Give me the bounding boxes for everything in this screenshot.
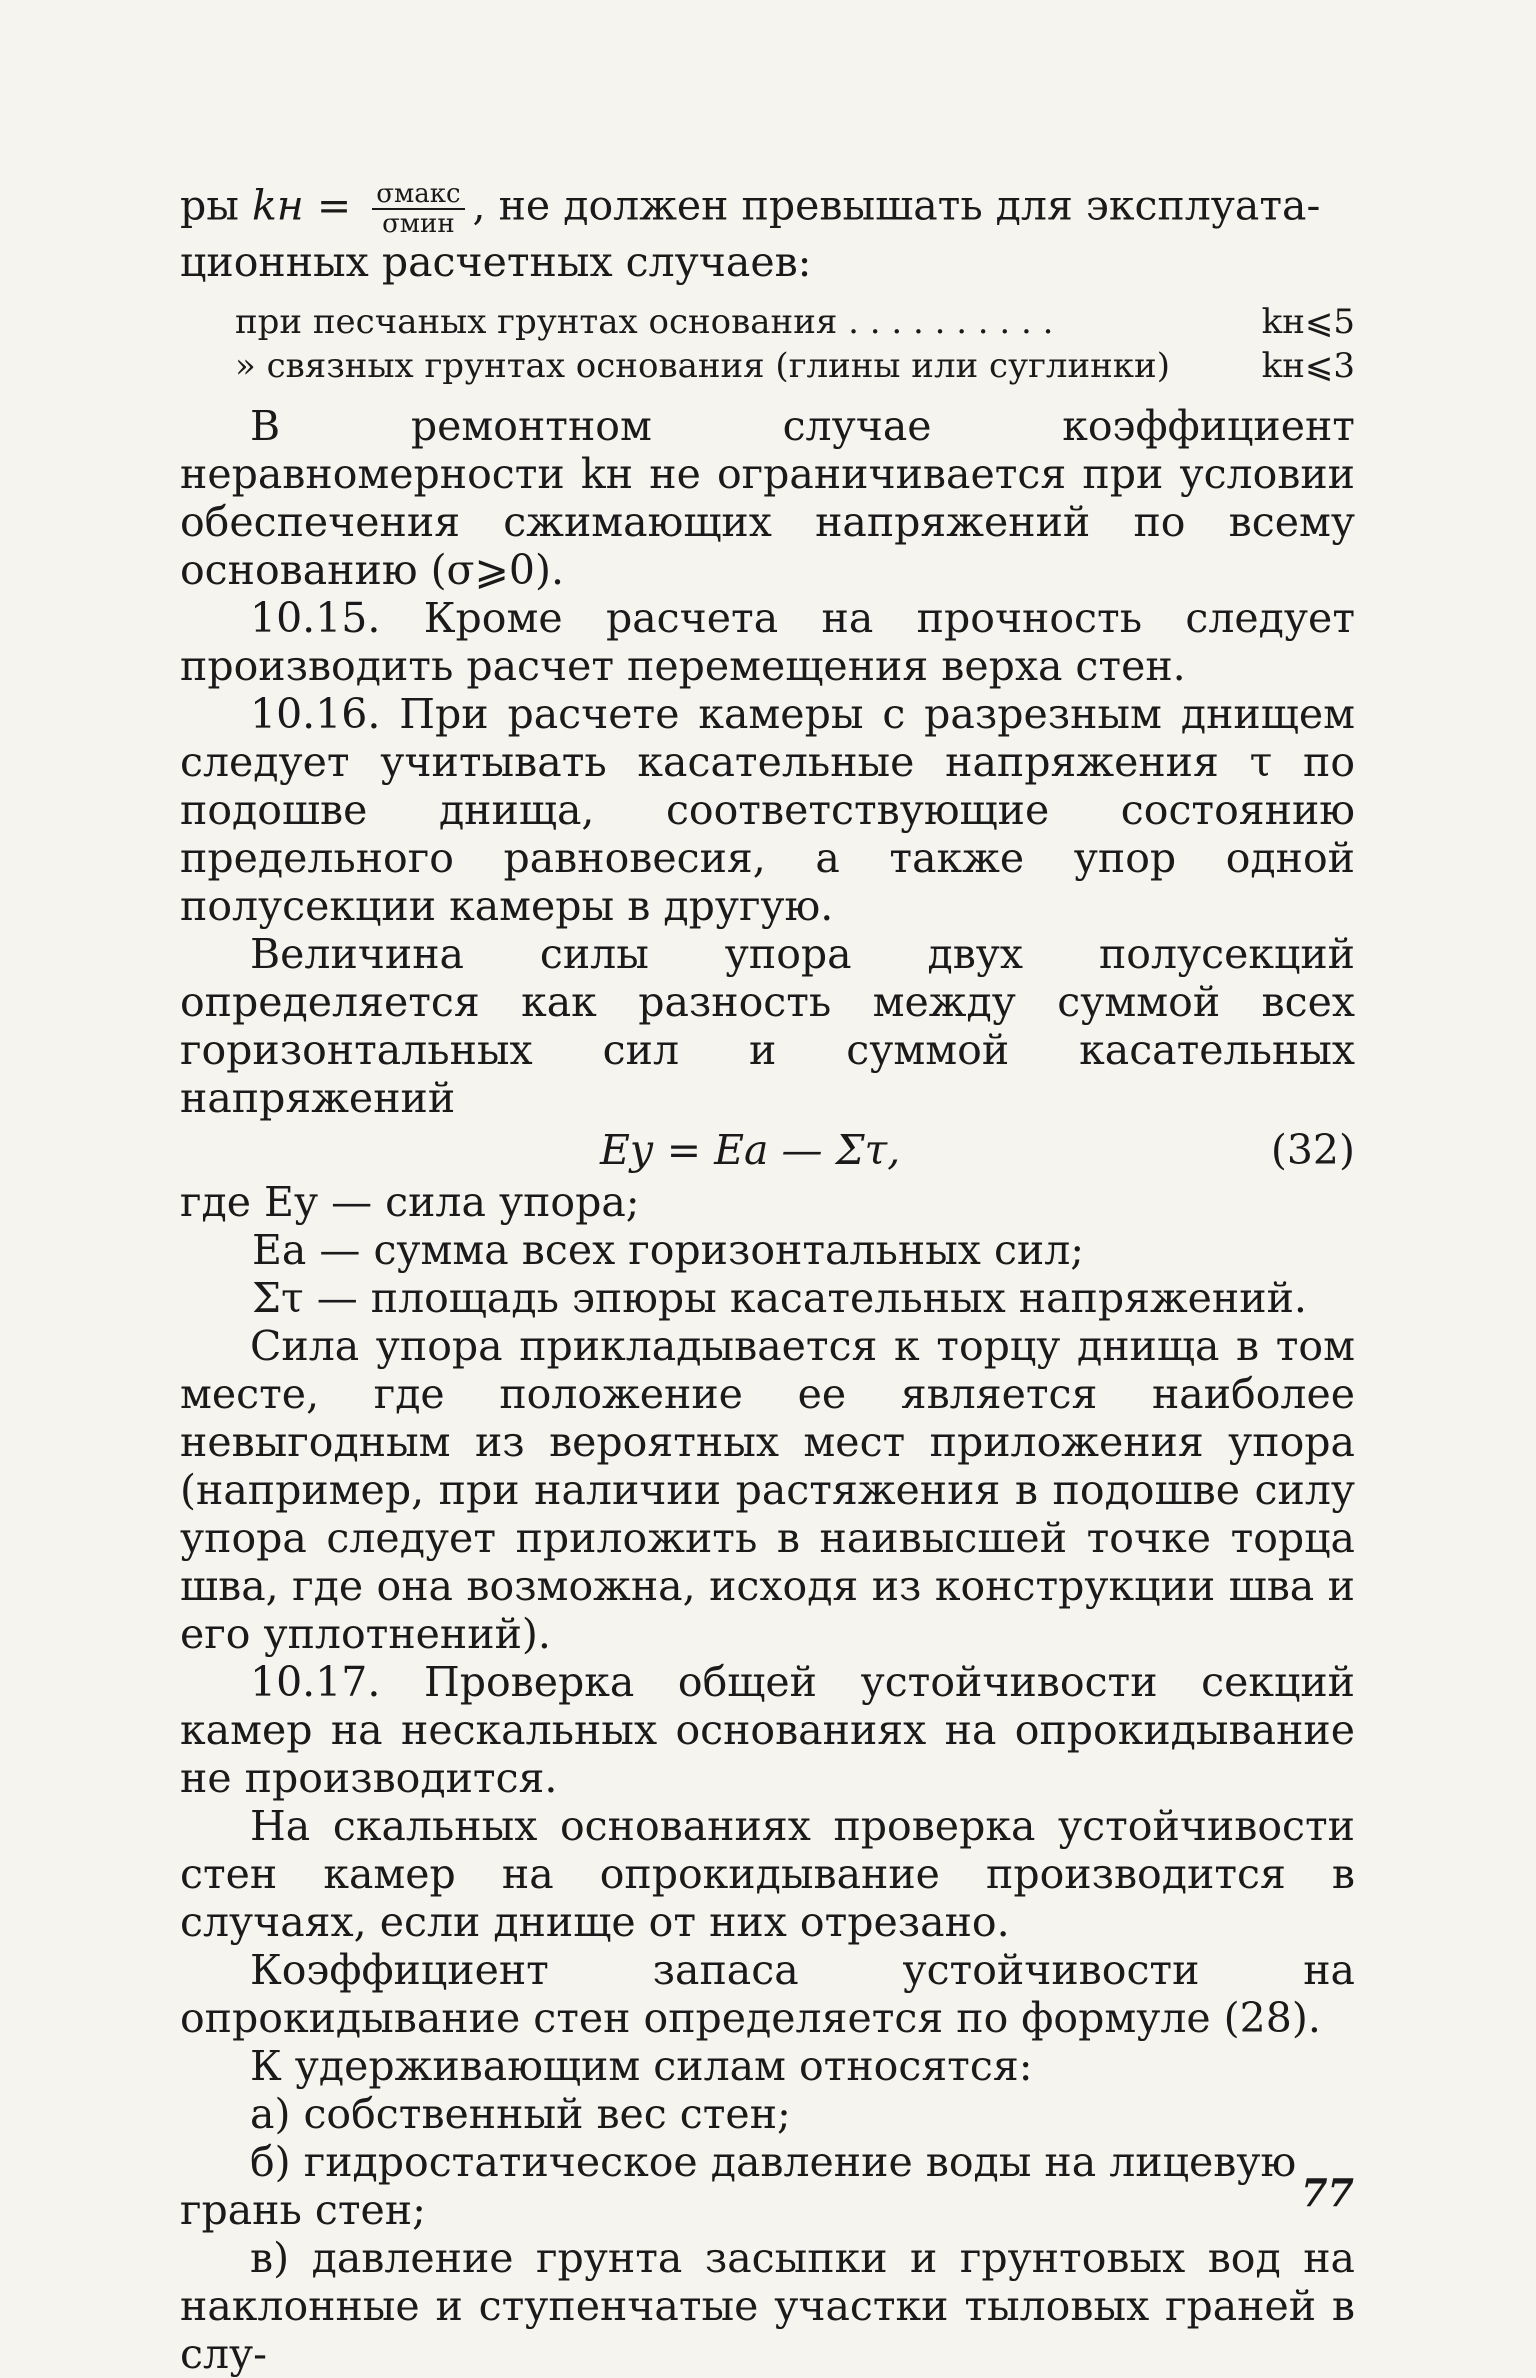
paragraph: Сила упора прикладывается к торцу днища в том месте, где положение ее является наиболее невыгодным из вероятных мест приложения упора (например, при наличии растяжения в подошве силу упора следует приложить в наивысшей точке торца шва, где она возможна, исходя из конструкции шва и его уплотнений). <box>180 1322 1355 1658</box>
condition-row-clay <box>235 344 1355 388</box>
page-number: 77 <box>1301 2170 1354 2215</box>
conditions-list <box>235 300 1355 388</box>
opening-line <box>180 180 1355 238</box>
condition-label: при песчаных грунтах основания . . . . . . . . . . <box>235 302 1054 342</box>
paragraph-10-17: 10.17. Проверка общей устойчивости секций камер на нескальных основаниях на опрокидывание не производится. <box>180 1658 1355 1802</box>
line1-suffix: , не должен превышать для эксплуата- <box>472 181 1321 230</box>
list-item: а) собственный вес стен; <box>250 2090 791 2138</box>
paragraph: Величина силы упора двух полусекций определяется как разность между суммой всех горизонтальных сил и суммой касательных напряжений <box>180 930 1355 1122</box>
paragraph-10-16: 10.16. При расчете камеры с разрезным днищем следует учитывать касательные напряжения τ по подошве днища, соответствующие состоянию предельного равновесия, а также упор одной полусекции камеры в другую. <box>180 690 1355 930</box>
holding-forces-list <box>180 2090 1355 2378</box>
definition-item: Στ — площадь эпюры касательных напряжений. <box>252 1274 1307 1322</box>
stress-ratio-fraction <box>372 180 464 238</box>
condition-label: » связных грунтах основания (глины или суглинки) <box>235 346 1170 386</box>
formula-text: Eу = Eа — Στ, <box>600 1126 901 1174</box>
kn-symbol: kн = <box>251 181 352 230</box>
fraction-denominator: σмин <box>382 209 455 239</box>
paragraph: Коэффициент запаса устойчивости на опрокидывание стен определяется по формуле (28). <box>180 1946 1355 2042</box>
condition-value: kн⩽3 <box>1261 346 1355 386</box>
formula-number: (32) <box>1270 1126 1355 1174</box>
list-item: б) гидростатическое давление воды на лицевую грань стен; <box>180 2138 1297 2234</box>
formula-32 <box>180 1122 1355 1178</box>
fraction-numerator: σмакс <box>372 180 464 210</box>
condition-value: kн⩽5 <box>1261 302 1355 342</box>
definitions <box>180 1178 1355 1322</box>
definition-item: где Eу — сила упора; <box>180 1178 640 1226</box>
paragraph-10-15: 10.15. Кроме расчета на прочность следует производить расчет перемещения верха стен. <box>180 594 1355 690</box>
condition-row-sand <box>235 300 1355 344</box>
paragraph: В ремонтном случае коэффициент неравномерности kн не ограничивается при условии обеспечения сжимающих напряжений по всему основанию (σ⩾0). <box>180 402 1355 594</box>
paragraph: На скальных основаниях проверка устойчивости стен камер на опрокидывание производится в случаях, если днище от них отрезано. <box>180 1802 1355 1946</box>
line1-prefix: ры <box>180 181 239 230</box>
list-item: в) давление грунта засыпки и грунтовых вод на наклонные и ступенчатые участки тыловых граней в слу- <box>180 2234 1355 2378</box>
definition-item: Eа — сумма всех горизонтальных сил; <box>252 1226 1085 1274</box>
paragraph: К удерживающим силам относятся: <box>250 2042 1033 2090</box>
line2: ционных расчетных случаев: <box>180 238 812 286</box>
page-text <box>180 180 1355 2378</box>
